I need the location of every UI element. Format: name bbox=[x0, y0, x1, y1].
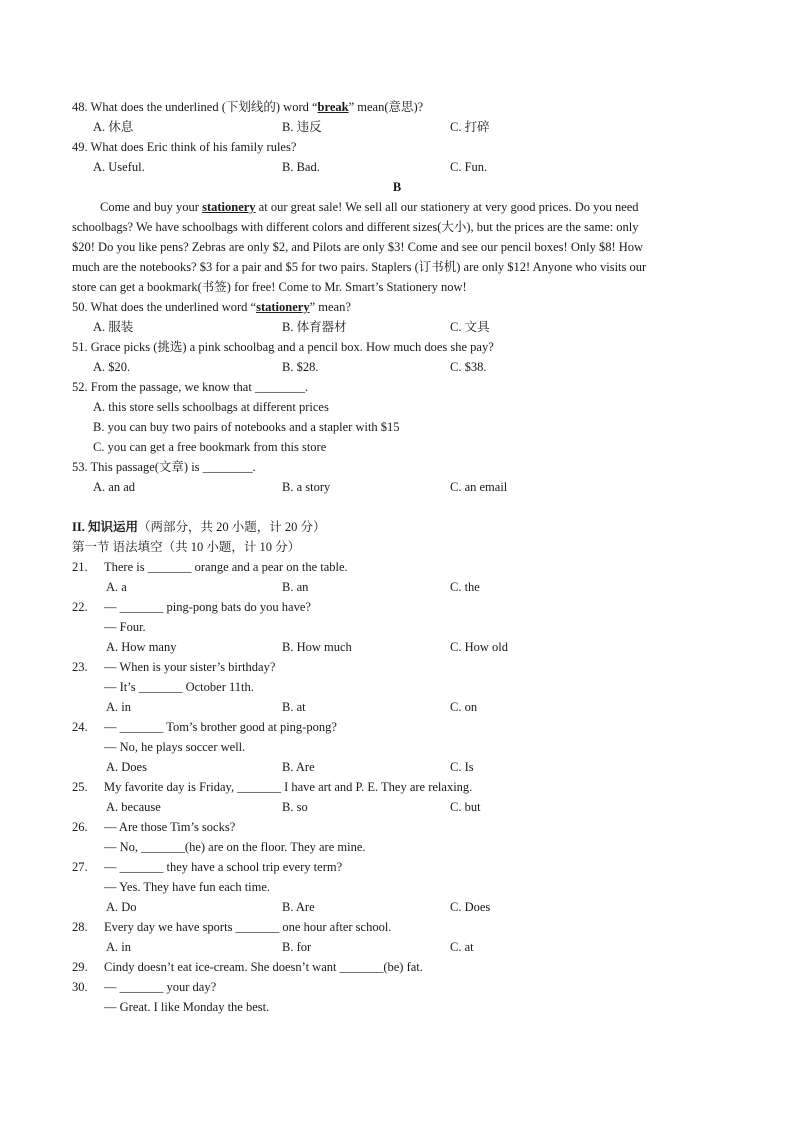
question-text: — No, he plays soccer well. bbox=[104, 740, 246, 754]
question-text: Cindy doesn’t eat ice-cream. She doesn’t want _______(be) fat. bbox=[104, 960, 423, 974]
option-a: A. How many bbox=[106, 640, 177, 654]
option-c: C. the bbox=[450, 580, 480, 594]
option-c: C. Does bbox=[450, 900, 491, 914]
underlined-word-break: break bbox=[317, 100, 349, 114]
option-b: B. Are bbox=[282, 900, 315, 914]
question-50-prefix: 50. What does the underlined word “ bbox=[72, 300, 257, 314]
question-48-prefix: 48. What does the underlined (下划线的) word “ bbox=[72, 100, 318, 114]
q52-option-b: B. you can buy two pairs of notebooks and a stapler with $15 bbox=[93, 420, 400, 434]
option-b: B. at bbox=[282, 700, 306, 714]
question-text: — When is your sister’s birthday? bbox=[104, 660, 276, 674]
question-text: — _______ they have a school trip every term? bbox=[104, 860, 343, 874]
option-b: B. for bbox=[282, 940, 312, 954]
question-text: — Four. bbox=[104, 620, 146, 634]
q53-option-b: B. a story bbox=[282, 480, 331, 494]
q51-option-c: C. $38. bbox=[450, 360, 487, 374]
question-text: There is _______ orange and a pear on the table. bbox=[104, 560, 348, 574]
question-49: 49. What does Eric think of his family rules? bbox=[72, 140, 297, 154]
section-1-heading: 第一节 语法填空（共 10 小题，计 10 分） bbox=[72, 540, 301, 554]
question-48 bbox=[72, 99, 423, 115]
passage-line-1-suffix: at our great sale! We sell all our stationery at very good prices. Do you need bbox=[255, 200, 639, 214]
question-text: — Are those Tim’s socks? bbox=[104, 820, 236, 834]
q50-option-b: B. 体育器材 bbox=[282, 320, 347, 334]
option-a: A. because bbox=[106, 800, 161, 814]
q50-option-a: A. 服装 bbox=[93, 320, 134, 334]
option-a: A. Does bbox=[106, 760, 147, 774]
question-51: 51. Grace picks (挑选) a pink schoolbag and a pencil box. How much does she pay? bbox=[72, 340, 494, 354]
option-c: C. Is bbox=[450, 760, 474, 774]
q48-option-c: C. 打碎 bbox=[450, 120, 490, 134]
option-c: C. at bbox=[450, 940, 474, 954]
q51-option-a: A. $20. bbox=[93, 360, 131, 374]
question-48-suffix: ” mean(意思)? bbox=[348, 100, 424, 114]
part-2-heading-detail: （两部分，共 20 小题，计 20 分） bbox=[137, 520, 326, 534]
question-text: — _______ Tom’s brother good at ping-pong? bbox=[104, 720, 337, 734]
question-text: — No, _______(he) are on the floor. They are mine. bbox=[104, 840, 366, 854]
section-b-heading: B bbox=[392, 180, 402, 194]
question-number: 24. bbox=[72, 720, 88, 734]
question-number: 23. bbox=[72, 660, 88, 674]
q53-option-a: A. an ad bbox=[93, 480, 135, 494]
passage-line-1 bbox=[100, 199, 722, 215]
underlined-word-stationery-q: stationery bbox=[256, 300, 310, 314]
q48-option-b: B. 违反 bbox=[282, 120, 322, 134]
question-number: 27. bbox=[72, 860, 88, 874]
option-c: C. on bbox=[450, 700, 478, 714]
question-number: 28. bbox=[72, 920, 88, 934]
q53-option-c: C. an email bbox=[450, 480, 508, 494]
question-52: 52. From the passage, we know that ________. bbox=[72, 380, 309, 394]
option-a: A. in bbox=[106, 700, 131, 714]
option-a: A. in bbox=[106, 940, 131, 954]
passage-line-4: much are the notebooks? $3 for a pair and $5 for two pairs. Staplers (订书机) are only $12! Anyone who visits our bbox=[72, 260, 647, 274]
question-text: Every day we have sports _______ one hour after school. bbox=[104, 920, 392, 934]
option-b: B. an bbox=[282, 580, 309, 594]
q51-option-b: B. $28. bbox=[282, 360, 319, 374]
underlined-word-stationery: stationery bbox=[202, 200, 256, 214]
passage-line-5: store can get a bookmark(书签) for free! Come to Mr. Smart’s Stationery now! bbox=[72, 280, 467, 294]
part-2-heading-title: II. 知识运用 bbox=[72, 520, 138, 534]
question-text: — Great. I like Monday the best. bbox=[104, 1000, 270, 1014]
q49-option-c: C. Fun. bbox=[450, 160, 488, 174]
option-a: A. Do bbox=[106, 900, 137, 914]
question-53: 53. This passage(文章) is ________. bbox=[72, 460, 256, 474]
option-c: C. How old bbox=[450, 640, 508, 654]
option-b: B. How much bbox=[282, 640, 352, 654]
question-number: 26. bbox=[72, 820, 88, 834]
part-2-heading bbox=[72, 519, 326, 535]
question-number: 21. bbox=[72, 560, 88, 574]
question-text: My favorite day is Friday, _______ I have art and P. E. They are relaxing. bbox=[104, 780, 473, 794]
q52-option-c: C. you can get a free bookmark from this store bbox=[93, 440, 327, 454]
question-number: 30. bbox=[72, 980, 88, 994]
question-number: 29. bbox=[72, 960, 88, 974]
option-c: C. but bbox=[450, 800, 481, 814]
q50-option-c: C. 文具 bbox=[450, 320, 490, 334]
q52-option-a: A. this store sells schoolbags at different prices bbox=[93, 400, 329, 414]
passage-line-3: $20! Do you like pens? Zebras are only $2, and Pilots are only $3! Come and see our pencil boxes! Only $8! How bbox=[72, 240, 644, 254]
option-b: B. Are bbox=[282, 760, 315, 774]
question-50 bbox=[72, 299, 351, 315]
passage-line-2: schoolbags? We have schoolbags with different colors and different sizes(大小), but the prices are the same: only bbox=[72, 220, 639, 234]
option-b: B. so bbox=[282, 800, 308, 814]
q48-option-a: A. 休息 bbox=[93, 120, 134, 134]
q49-option-a: A. Useful. bbox=[93, 160, 145, 174]
passage-line-1-prefix: Come and buy your bbox=[100, 200, 203, 214]
question-text: — _______ ping-pong bats do you have? bbox=[104, 600, 311, 614]
question-text: — It’s _______ October 11th. bbox=[104, 680, 254, 694]
q49-option-b: B. Bad. bbox=[282, 160, 320, 174]
question-text: — Yes. They have fun each time. bbox=[104, 880, 271, 894]
option-a: A. a bbox=[106, 580, 127, 594]
question-number: 22. bbox=[72, 600, 88, 614]
question-number: 25. bbox=[72, 780, 88, 794]
question-text: — _______ your day? bbox=[104, 980, 217, 994]
question-50-suffix: ” mean? bbox=[309, 300, 351, 314]
